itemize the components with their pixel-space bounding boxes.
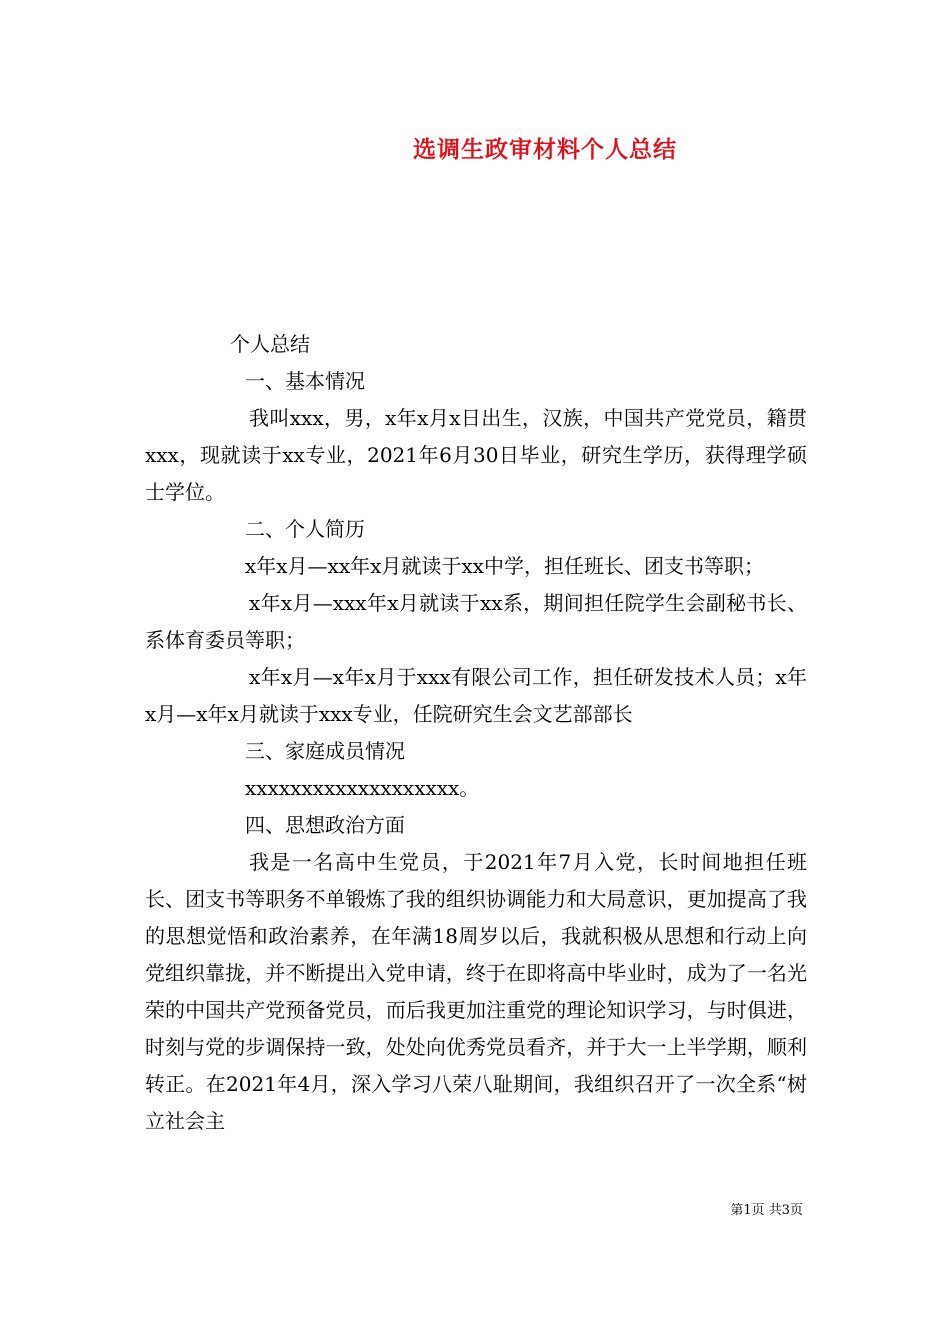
- section-4-title: 四、思想政治方面: [245, 813, 405, 837]
- section-2-paragraph-3: x年x月—x年x月于xxx有限公司工作，担任研发技术人员；x年x月—x年x月就读于xxx专业，任院研究生会文艺部部长: [145, 665, 807, 726]
- document-body: [145, 326, 807, 1140]
- section-3-paragraph: xxxxxxxxxxxxxxxxxxx。: [245, 776, 480, 800]
- section-2-title: 二、个人简历: [245, 517, 365, 541]
- section-3-title: 三、家庭成员情况: [245, 739, 405, 763]
- section-1-title: 一、基本情况: [245, 369, 365, 393]
- section-2-paragraph-2: x年x月—xxx年x月就读于xx系，期间担任院学生会副秘书长、系体育委员等职；: [145, 591, 807, 652]
- summary-heading: 个人总结: [230, 332, 310, 356]
- document-title: 选调生政审材料个人总结: [413, 136, 677, 163]
- page-number-footer: 第1页 共3页: [730, 1203, 803, 1218]
- section-1-paragraph: 我叫xxx，男，x年x月x日出生，汉族，中国共产党党员，籍贯xxx，现就读于xx专业，2021年6月30日毕业，研究生学历，获得理学硕士学位。: [145, 406, 807, 504]
- section-4-paragraph: 我是一名高中生党员，于2021年7月入党，长时间地担任班长、团支书等职务不单锻炼了我的组织协调能力和大局意识，更加提高了我的思想觉悟和政治素养，在年满18周岁以后，我就积极从思想和行动上向党组织靠拢，并不断提出入党申请，终于在即将高中毕业时，成为了一名光荣的中国共产党预备党员，而后我更加注重党的理论知识学习，与时俱进，时刻与党的步调保持一致，处处向优秀党员看齐，并于大一上半学期，顺利转正。在2021年4月，深入学习八荣八耻期间，我组织召开了一次全系“树立社会主: [145, 850, 807, 1133]
- section-2-paragraph-1: x年x月—xx年x月就读于xx中学，担任班长、团支书等职；: [245, 554, 764, 578]
